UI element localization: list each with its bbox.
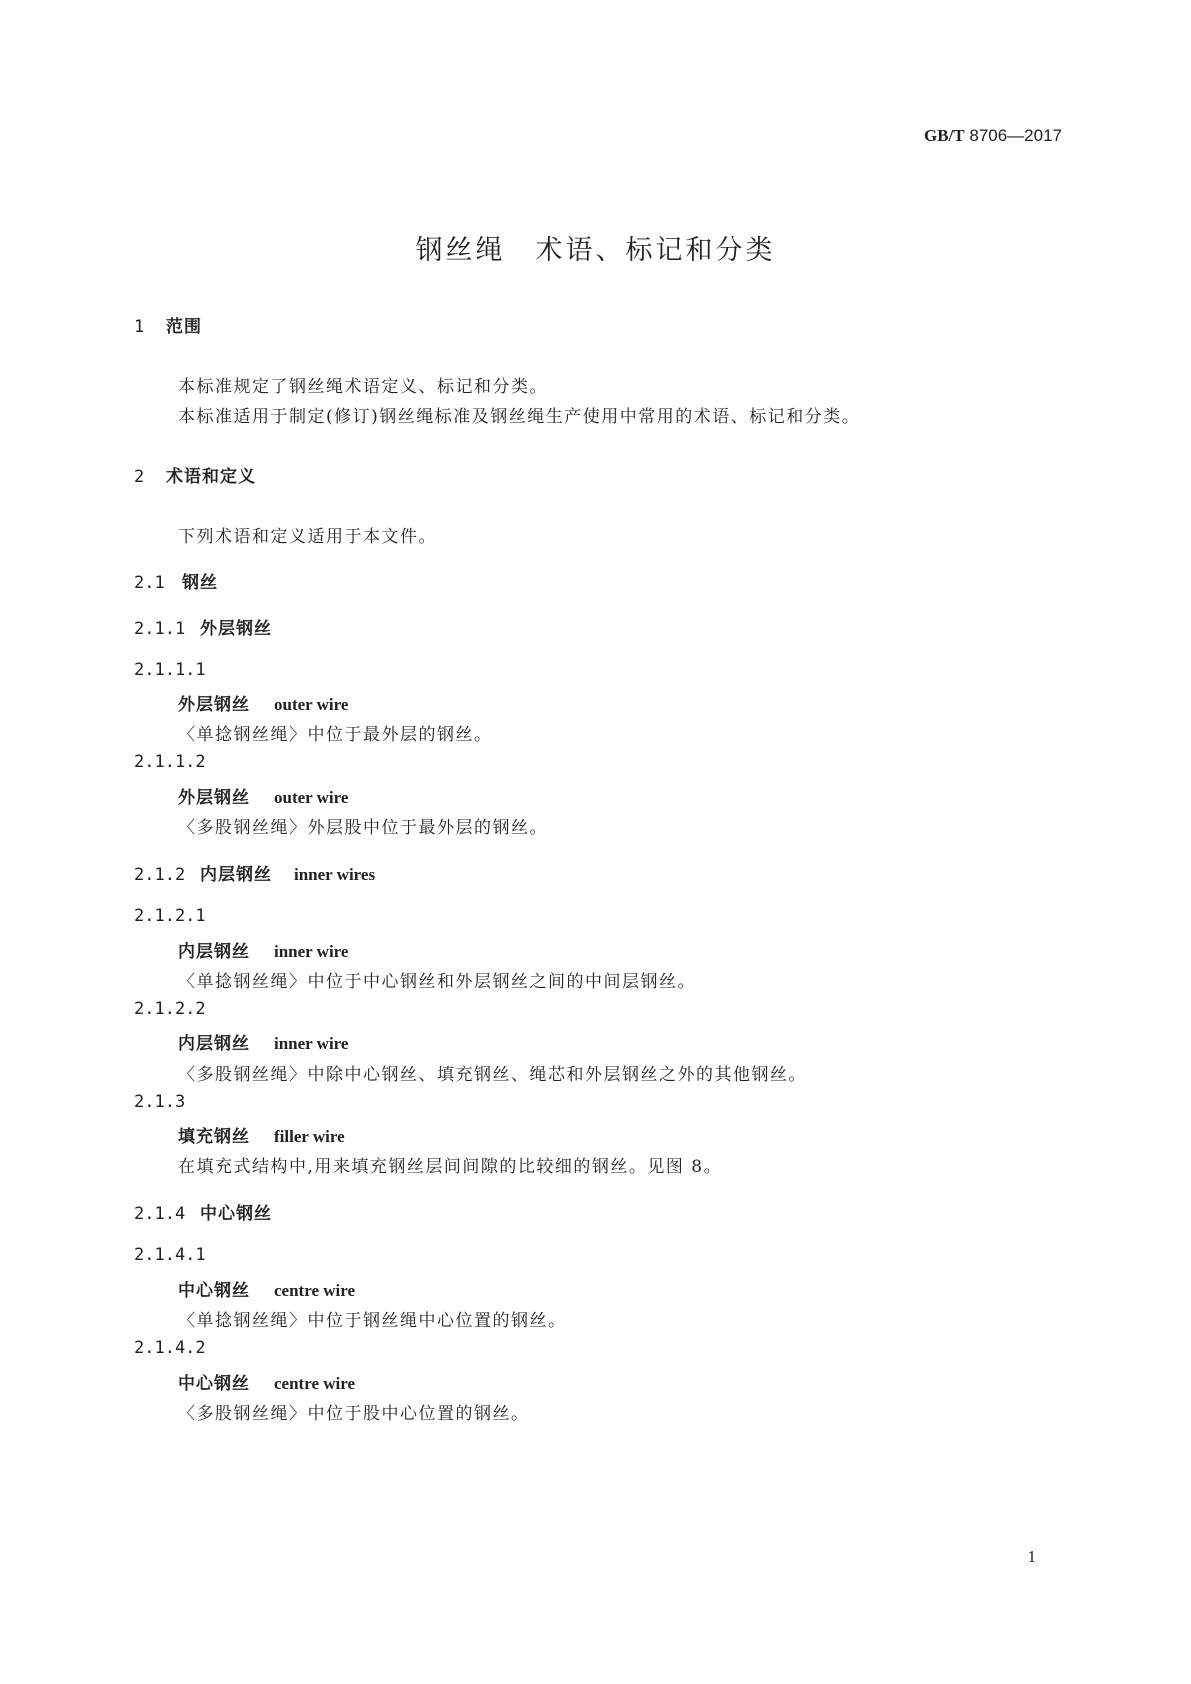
subsection-number: 2.1.1	[134, 619, 186, 639]
term-en: centre wire	[274, 1281, 356, 1300]
term-number: 2.1.4.1	[134, 1245, 206, 1265]
term-en: centre wire	[274, 1374, 356, 1393]
doc-number-value: 8706—2017	[969, 126, 1062, 145]
term-zh: 填充钢丝	[178, 1127, 250, 1147]
term-number: 2.1.2.2	[134, 999, 206, 1019]
term-zh: 外层钢丝	[178, 788, 250, 808]
term-en: filler wire	[274, 1127, 345, 1146]
term-definition: 〈多股钢丝绳〉中除中心钢丝、填充钢丝、绳芯和外层钢丝之外的其他钢丝。	[178, 1065, 807, 1085]
subsection-title-en: inner wires	[294, 865, 376, 884]
paragraph: 本标准规定了钢丝绳术语定义、标记和分类。	[178, 377, 548, 397]
term-en: outer wire	[274, 788, 349, 807]
subsection-number: 2.1.2	[134, 865, 186, 885]
term-number: 2.1.1.2	[134, 752, 206, 772]
term-entry	[178, 690, 348, 715]
term-definition: 〈多股钢丝绳〉外层股中位于最外层的钢丝。	[178, 818, 548, 838]
term-entry	[178, 937, 348, 962]
section-title: 术语和定义	[166, 467, 256, 487]
term-number: 2.1.1.1	[134, 660, 206, 680]
term-entry	[178, 1276, 355, 1301]
term-zh: 中心钢丝	[178, 1374, 250, 1394]
subsection-title: 内层钢丝	[200, 865, 272, 885]
term-number: 2.1.2.1	[134, 906, 206, 926]
term-en: inner wire	[274, 942, 349, 961]
term-definition: 〈多股钢丝绳〉中位于股中心位置的钢丝。	[178, 1404, 530, 1424]
document-number	[924, 126, 1062, 146]
section-number: 1	[134, 317, 145, 337]
subsection-heading	[134, 860, 375, 885]
term-definition: 〈单捻钢丝绳〉中位于钢丝绳中心位置的钢丝。	[178, 1311, 567, 1331]
paragraph: 下列术语和定义适用于本文件。	[178, 527, 437, 547]
page-title	[0, 228, 1191, 267]
term-number: 2.1.4.2	[134, 1338, 206, 1358]
term-number: 2.1.3	[134, 1092, 186, 1112]
doc-code: GB/T	[924, 126, 965, 145]
subsection-title: 外层钢丝	[200, 619, 272, 639]
subsection-heading	[134, 614, 272, 639]
title-part1: 钢丝绳	[415, 235, 506, 266]
section-number: 2	[134, 467, 145, 487]
subsection-title: 中心钢丝	[200, 1204, 272, 1224]
term-entry	[178, 1122, 345, 1147]
term-zh: 内层钢丝	[178, 942, 250, 962]
subsection-number: 2.1	[134, 573, 165, 593]
term-zh: 内层钢丝	[178, 1034, 250, 1054]
term-entry	[178, 1369, 355, 1394]
term-definition: 〈单捻钢丝绳〉中位于最外层的钢丝。	[178, 725, 493, 745]
title-part2: 术语、标记和分类	[535, 235, 776, 266]
section-heading-terms	[134, 462, 256, 487]
subsection-heading	[134, 1199, 272, 1224]
term-zh: 外层钢丝	[178, 695, 250, 715]
term-zh: 中心钢丝	[178, 1281, 250, 1301]
term-entry	[178, 1029, 348, 1054]
term-definition: 在填充式结构中,用来填充钢丝层间间隙的比较细的钢丝。见图 8。	[178, 1157, 723, 1177]
paragraph: 本标准适用于制定(修订)钢丝绳标准及钢丝绳生产使用中常用的术语、标记和分类。	[178, 407, 861, 427]
term-en: outer wire	[274, 695, 349, 714]
section-title: 范围	[166, 317, 202, 337]
term-entry	[178, 783, 348, 808]
term-en: inner wire	[274, 1034, 349, 1053]
subsection-number: 2.1.4	[134, 1204, 186, 1224]
section-heading-scope	[134, 312, 202, 337]
page-number: 1	[1027, 1547, 1036, 1566]
subsection-title: 钢丝	[182, 573, 218, 593]
term-definition: 〈单捻钢丝绳〉中位于中心钢丝和外层钢丝之间的中间层钢丝。	[178, 972, 696, 992]
subsection-heading	[134, 568, 218, 593]
